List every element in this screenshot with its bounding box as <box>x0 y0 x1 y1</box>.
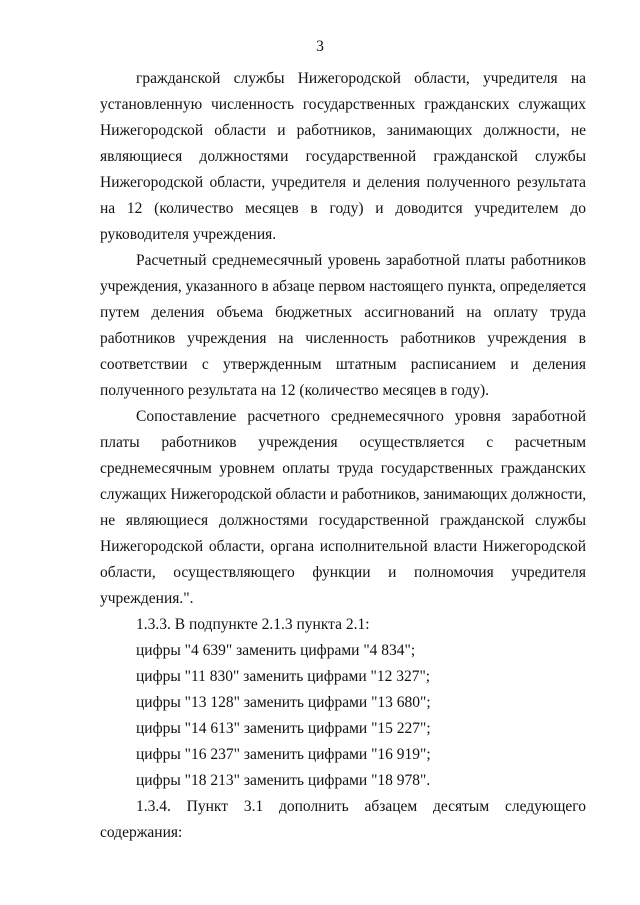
text-line: руководителя учреждения. <box>100 226 277 243</box>
text-line: на 12 (количество месяцев в году) и доводится учредителем до <box>100 200 586 217</box>
text-line: учреждения.". <box>100 590 194 607</box>
text-line: цифры "13 128" заменить цифрами "13 680"; <box>136 694 431 711</box>
text-line: 1.3.4. Пункт 3.1 дополнить абзацем десятым следующего <box>136 798 586 815</box>
text-line: соответствии с утвержденным штатным расписанием и деления <box>100 356 586 373</box>
text-line: 1.3.3. В подпункте 2.1.3 пункта 2.1: <box>136 616 370 633</box>
text-line: цифры "16 237" заменить цифрами "16 919"; <box>136 746 431 763</box>
text-line: установленную численность государственных гражданских служащих <box>100 96 586 113</box>
paragraph <box>100 794 586 846</box>
text-line: служащих Нижегородской области и работников, занимающих должности, <box>100 486 586 503</box>
text-line: Сопоставление расчетного среднемесячного уровня заработной <box>136 408 586 425</box>
paragraph <box>100 690 586 716</box>
paragraph <box>100 742 586 768</box>
text-line: путем деления объема бюджетных ассигнований на оплату труда <box>100 304 586 321</box>
text-line: Нижегородской области, учредителя и деления полученного результата <box>100 174 586 191</box>
text-line: цифры "11 830" заменить цифрами "12 327"; <box>136 668 431 685</box>
paragraph <box>100 248 586 404</box>
text-line: не являющиеся должностями государственной гражданской службы <box>100 512 586 529</box>
text-line: Расчетный среднемесячный уровень заработной платы работников <box>136 252 586 269</box>
text-line: цифры "4 639" заменить цифрами "4 834"; <box>136 642 416 659</box>
paragraph <box>100 612 586 638</box>
paragraph <box>100 638 586 664</box>
paragraph <box>100 66 586 248</box>
text-line: Нижегородской области и работников, занимающих должности, не <box>100 122 586 139</box>
text-line: цифры "18 213" заменить цифрами "18 978". <box>136 772 431 789</box>
document-body <box>100 66 586 846</box>
text-line: области, осуществляющего функции и полномочия учредителя <box>100 564 586 581</box>
paragraph <box>100 664 586 690</box>
text-line: среднемесячным уровнем оплаты труда государственных гражданских <box>100 460 586 477</box>
text-line: платы работников учреждения осуществляется с расчетным <box>100 434 586 451</box>
paragraph <box>100 768 586 794</box>
paragraph <box>100 404 586 612</box>
text-line: содержания: <box>100 824 183 841</box>
text-line: работников учреждения на численность работников учреждения в <box>100 330 586 347</box>
text-line: являющиеся должностями государственной гражданской службы <box>100 148 586 165</box>
page-number: 3 <box>316 38 324 55</box>
text-line: полученного результата на 12 (количество месяцев в году). <box>100 382 490 399</box>
text-line: учреждения, указанного в абзаце первом настоящего пункта, определяется <box>100 278 586 295</box>
text-line: гражданской службы Нижегородской области, учредителя на <box>136 70 586 87</box>
text-line: цифры "14 613" заменить цифрами "15 227"; <box>136 720 431 737</box>
text-line: Нижегородской области, органа исполнительной власти Нижегородской <box>100 538 586 555</box>
paragraph <box>100 716 586 742</box>
